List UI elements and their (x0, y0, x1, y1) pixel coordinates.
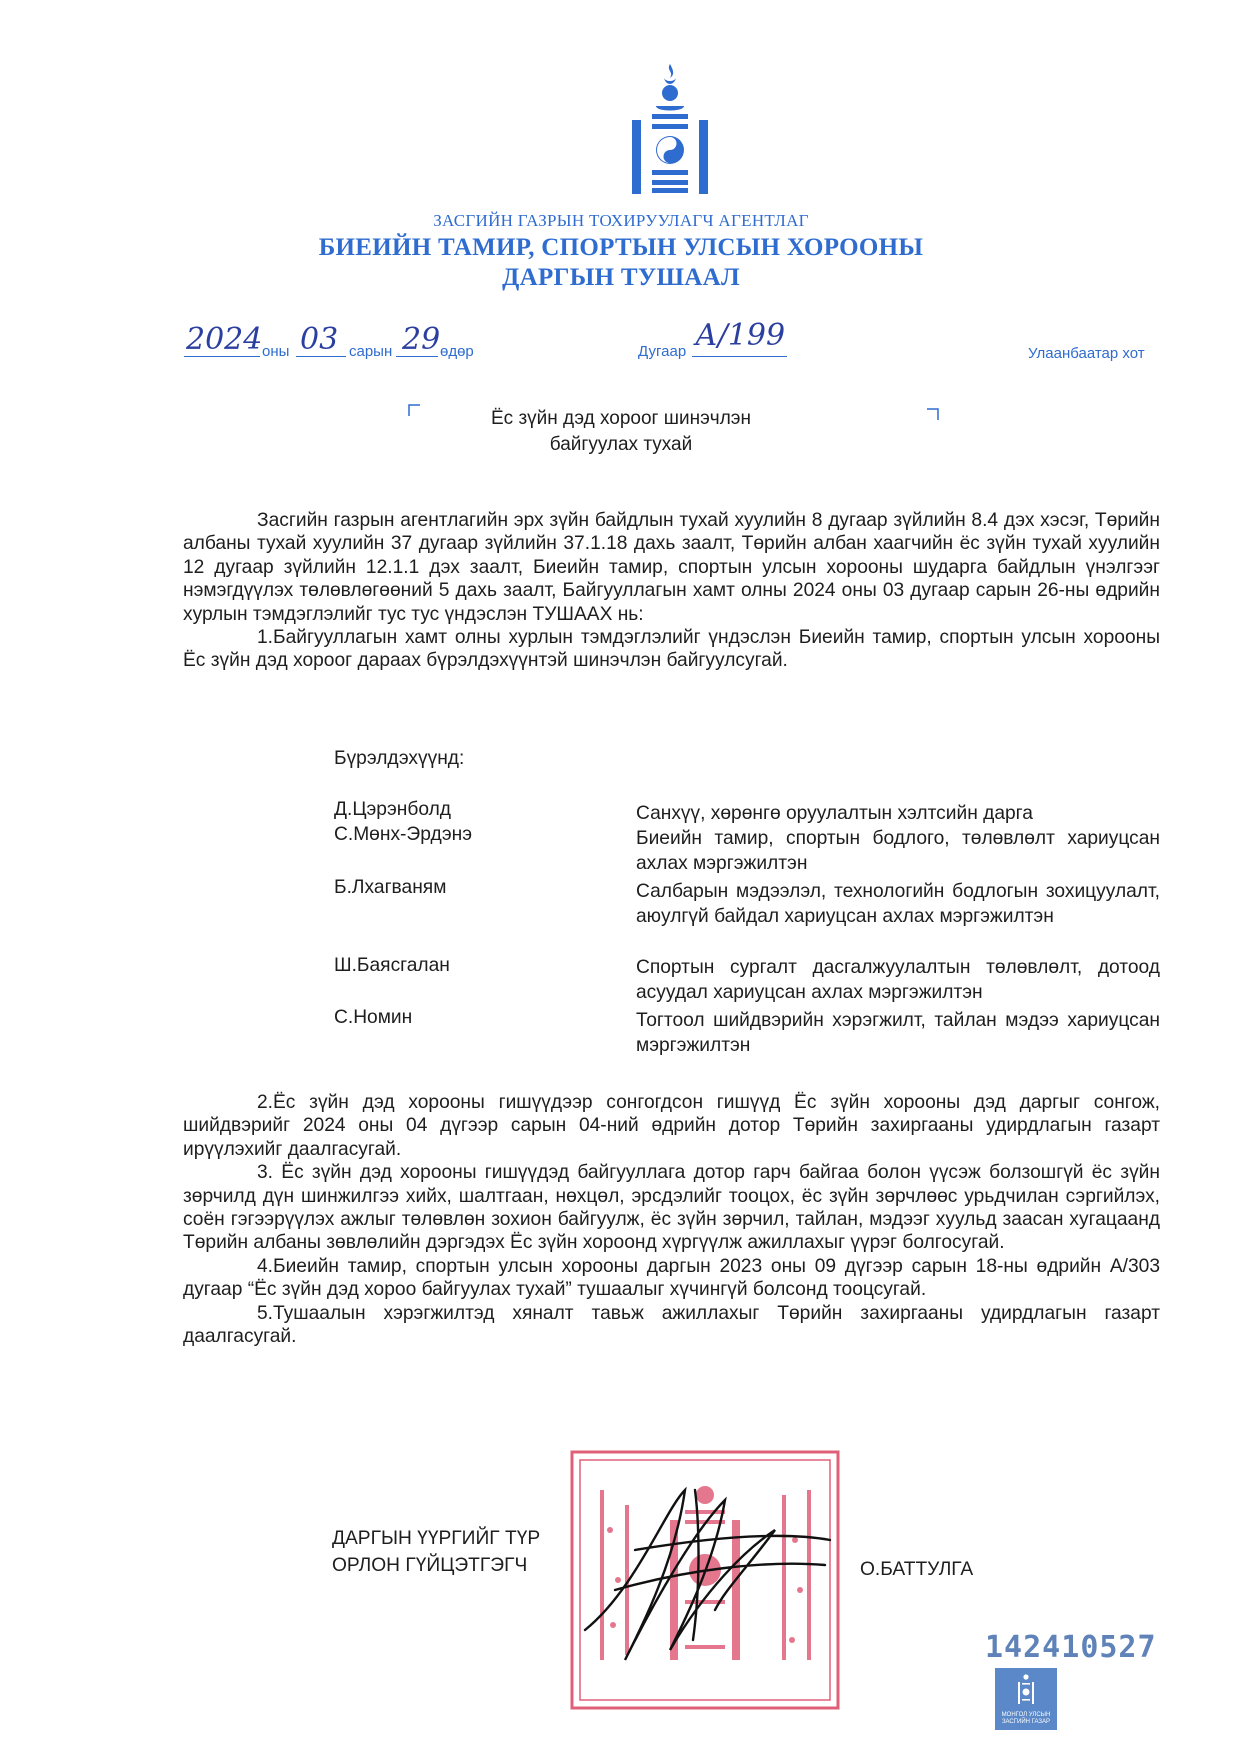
registration-number (985, 1630, 1157, 1665)
organization-line: БИЕИЙН ТАМИР, СПОРТЫН УЛСЫН ХОРООНЫ (318, 234, 924, 261)
member-role: Санхүү, хөрөнгө оруулалтын хэлтсийн дарга (636, 803, 1033, 824)
year-label: оны (262, 343, 290, 360)
signatory-title-line-2: ОРЛОН ГҮЙЦЭТГЭГЧ (332, 1555, 528, 1576)
agency-line: ЗАСГИЙН ГАЗРЫН ТОХИРУУЛАГЧ АГЕНТЛАГ (433, 211, 809, 230)
member-role: Тогтоол шийдвэрийн хэрэгжилт, тайлан мэдээ хариуцсан мэргэжилтэн (636, 1010, 1160, 1056)
item-5-paragraph: 5.Тушаалын хэрэгжилтэд хяналт тавьж ажиллахыг Төрийн захиргааны удирдлагын газарт даалгасугай. (183, 1302, 1160, 1348)
item-2-paragraph: 2.Ёс зүйн дэд хорооны гишүүдээр сонгогдсон гишүүд Ёс зүйн хорооны дэд даргыг сонгож, шийдвэрийг 2024 оны 04 дүгээр сарын 04-ний өдрийн дотор Төрийн захиргааны удирдлагын газарт ирүүлэхийг даалгасугай. (183, 1092, 1160, 1160)
member-role: Биеийн тамир, спортын бодлого, төлөвлөлт хариуцсан ахлах мэргэжилтэн (636, 828, 1160, 874)
member-name: С.Мөнх-Эрдэнэ (334, 824, 473, 845)
logo-text-line-2: ЗАСГИЙН ГАЗАР (1001, 1719, 1051, 1725)
day-label: өдөр (440, 343, 474, 360)
year-underline (184, 356, 260, 357)
document-type: ДАРГЫН ТУШААЛ (502, 264, 740, 291)
signatory-title-line-1: ДАРГЫН ҮҮРГИЙГ ТҮР (332, 1528, 541, 1549)
member-name: Ш.Баясгалан (334, 955, 450, 976)
day-underline (396, 356, 438, 357)
handwritten-month: 03 (300, 322, 339, 357)
month-label: сарын (349, 343, 393, 360)
soyombo-small-icon (1018, 1673, 1034, 1705)
number-underline (692, 356, 787, 357)
number-label: Дугаар (638, 343, 687, 360)
month-underline (296, 356, 346, 357)
member-role: Спортын сургалт дасгалжуулалтын төлөвлөлт, дотоод асуудал хариуцсан ахлах мэргэжилтэн (636, 957, 1160, 1003)
item-1-paragraph: 1.Байгууллагын хамт олны хурлын тэмдэглэлийг үндэслэн Биеийн тамир, спортын улсын хорооны Ёс зүйн дэд хороог дараах бүрэлдэхүүнтэй шинэчлэн байгуулсугай. (183, 627, 1160, 672)
member-name: Д.Цэрэнболд (334, 799, 451, 820)
handwritten-number: А/199 (695, 318, 786, 353)
government-logo (995, 1668, 1057, 1730)
item-4-paragraph: 4.Биеийн тамир, спортын улсын хорооны даргын 2023 оны 09 дүгээр сарын 18-ны өдрийн А/303 дугаар “Ёс зүйн дэд хороо байгуулах тухай” тушаалыг хүчингүй болсонд тооцсугай. (183, 1255, 1160, 1301)
member-name: С.Номин (334, 1007, 413, 1028)
logo-text-line-1: МОНГОЛ УЛСЫН (1001, 1712, 1051, 1718)
item-3-paragraph: 3. Ёс зүйн дэд хорооны гишүүдэд байгууллага дотор гарч байгаа болон үүсэж болзошгүй ёс зүйн зөрчилд дүн шинжилгээ хийх, шалтгаан, нөхцөл, эрсдэлийг тооцох, ёс зүйн зөрчлөөс урьдчилан сэргийлэх, соён гэгээрүүлэх ажлыг төлөвлөн зохион байгуулж, ёс зүйн зөрчил, тайлан, мэдээг хуульд заасан хугацаанд Төрийн албаны зөвлөлийн дэргэдэх Ёс зүйн хороонд хүргүүлж ажиллахыг үүрэг болгосугай. (183, 1162, 1160, 1254)
handwritten-day: 29 (402, 322, 441, 357)
handwritten-signature-icon (575, 1470, 835, 1670)
member-role: Салбарын мэдээлэл, технологийн бодлогын зохицуулалт, аюулгүй байдал хариуцсан ахлах мэргэжилтэн (636, 881, 1160, 927)
signatory-name: О.БАТТУЛГА (860, 1559, 974, 1580)
city-label: Улаанбаатар хот (1028, 345, 1145, 362)
member-name: Б.Лхагваням (334, 877, 447, 898)
government-logo-text (995, 1712, 1057, 1726)
subject-line-1: Ёс зүйн дэд хороог шинэчлэн (491, 408, 751, 429)
registration-number-head: 14241 (985, 1630, 1081, 1665)
members-title: Бүрэлдэхүүнд: (334, 748, 465, 769)
registration-number-tail: 0527 (1080, 1630, 1157, 1665)
preamble-paragraph: Засгийн газрын агентлагийн эрх зүйн байдлын тухай хуулийн 8 дугаар зүйлийн 8.4 дэх хэсэг, Төрийн албаны тухай хуулийн 37 дугаар зүйлийн 37.1.18 дахь заалт, Төрийн албан хаагчийн ёс зүйн тухай хуулийн 12 дугаар зүйлийн 12.1.1 дэх заалт, Биеийн тамир, спортын улсын хорооны шударга байдлын үнэлгээг нэмэгдүүлэх төлөвлөгөөний 5 дахь заалт, Байгууллагын хамт олны 2024 оны 03 дугаар сарын 26-ны өдрийн хурлын тэмдэглэлийг тус тус үндэслэн ТУШААХ нь: (183, 510, 1160, 625)
body-bottom (183, 1091, 1160, 1348)
soyombo-emblem-icon (630, 62, 710, 197)
body-top (183, 509, 1160, 673)
subject-line-2: байгуулах тухай (549, 434, 693, 455)
handwritten-year: 2024 (186, 322, 263, 357)
